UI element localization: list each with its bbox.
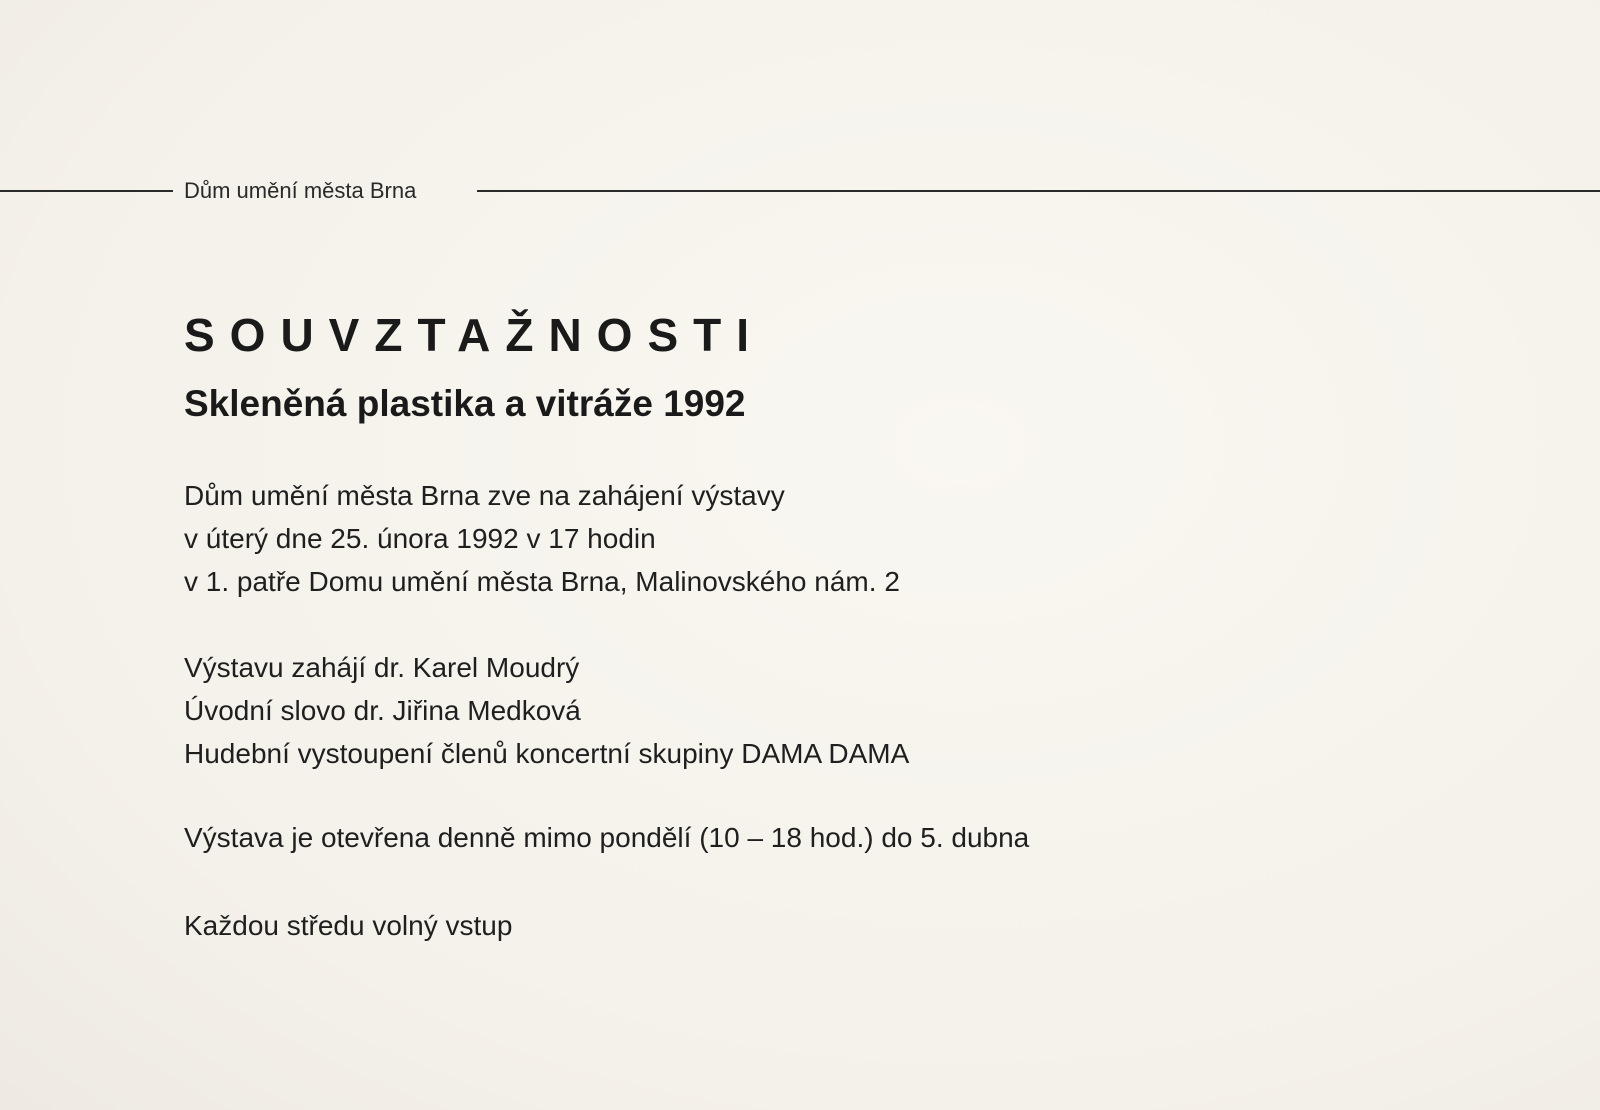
invitation-line: Dům umění města Brna zve na zahájení výstavy — [184, 480, 785, 511]
admission-note — [184, 904, 512, 947]
header-label: Dům umění města Brna — [184, 178, 417, 203]
invitation-text — [184, 474, 900, 603]
exhibition-subtitle: Skleněná plastika a vitráže 1992 — [184, 383, 746, 424]
exhibition-title: SOUVZTAŽNOSTI — [184, 309, 765, 361]
opening-hours — [184, 816, 1029, 859]
invitation-line: v úterý dne 25. února 1992 v 17 hodin — [184, 523, 656, 554]
header-rule-left — [0, 190, 173, 192]
invitation-line: v 1. patře Domu umění města Brna, Malinovského nám. 2 — [184, 566, 900, 597]
program-line: Výstavu zahájí dr. Karel Moudrý — [184, 652, 580, 683]
program-line: Úvodní slovo dr. Jiřina Medková — [184, 695, 581, 726]
program-line: Hudební vystoupení členů koncertní skupiny DAMA DAMA — [184, 738, 910, 769]
admission-text: Každou středu volný vstup — [184, 910, 513, 941]
program-text — [184, 646, 909, 775]
header-rule-right — [477, 190, 1600, 192]
opening-hours-text: Výstava je otevřena denně mimo pondělí (10 – 18 hod.) do 5. dubna — [184, 822, 1030, 853]
